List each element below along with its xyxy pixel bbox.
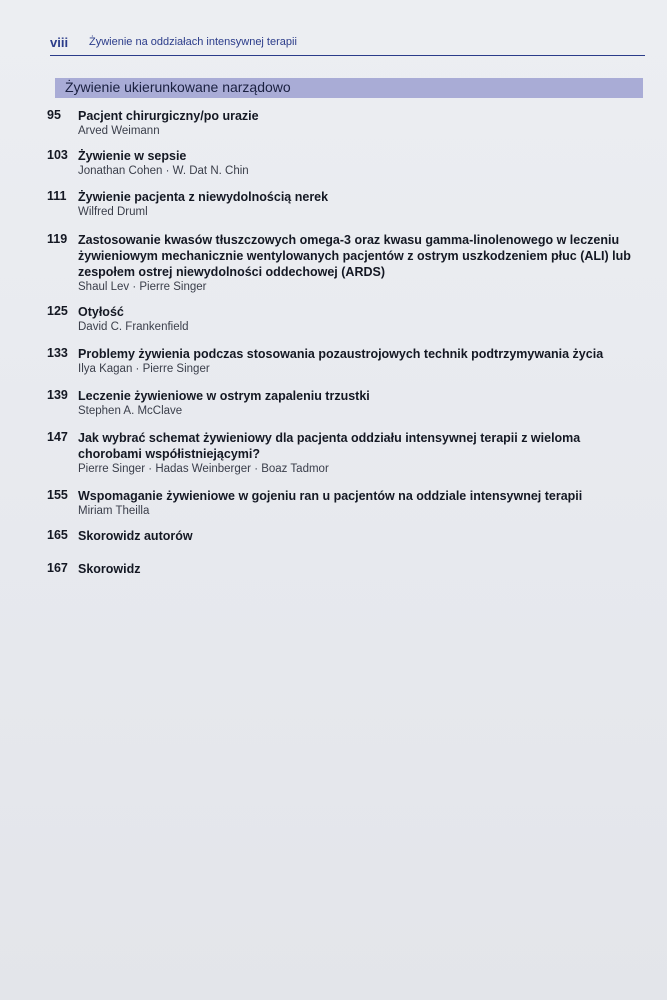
toc-entry-authors: Pierre Singer · Hadas Weinberger · Boaz Tadmor	[78, 463, 329, 475]
running-head	[50, 33, 645, 56]
running-head-title: Żywienie na oddziałach intensywnej terapii	[89, 36, 297, 48]
toc-page-number: 167	[47, 561, 68, 575]
toc-entry-authors: Stephen A. McClave	[78, 405, 183, 417]
toc-entry-authors: Ilya Kagan · Pierre Singer	[78, 363, 210, 375]
toc-page-number: 95	[47, 108, 61, 122]
toc-page-number: 111	[47, 189, 67, 203]
toc-entry-authors: David C. Frankenfield	[78, 321, 189, 333]
toc-entry-title: Pacjent chirurgiczny/po urazie	[78, 109, 259, 123]
toc-page-number: 165	[47, 528, 68, 542]
toc-entry-title: Zastosowanie kwasów tłuszczowych omega-3 oraz kwasu gamma-linolenowego w leczeniu żywieniowym mechanicznie wentylowanych pacjentów z ostrym uszkodzeniem płuc (ALI) lub zespołem ostrej niewydolności oddechowej (ARDS)	[78, 233, 631, 279]
page-folio: viii	[50, 35, 69, 50]
toc-entry-title: Żywienie w sepsie	[78, 149, 187, 163]
toc-entry-title: Jak wybrać schemat żywieniowy dla pacjenta oddziału intensywnej terapii z wieloma chorobami współistniejącymi?	[78, 431, 581, 461]
toc-page-number: 125	[47, 304, 68, 318]
toc-page-number: 103	[47, 148, 68, 162]
toc-page-number: 155	[47, 488, 68, 502]
section-title: Żywienie ukierunkowane narządowo	[65, 79, 291, 95]
toc-entry-title: Problemy żywienia podczas stosowania pozaustrojowych technik podtrzymywania życia	[78, 347, 604, 361]
toc-entry-authors: Wilfred Druml	[78, 206, 148, 218]
toc-entry-title: Leczenie żywieniowe w ostrym zapaleniu trzustki	[78, 389, 370, 403]
toc-entry-authors: Shaul Lev · Pierre Singer	[78, 281, 207, 293]
toc-entry-authors: Jonathan Cohen · W. Dat N. Chin	[78, 165, 249, 177]
toc-entry-title: Wspomaganie żywieniowe w gojeniu ran u pacjentów na oddziale intensywnej terapii	[78, 489, 583, 503]
toc-entry-title: Skorowidz	[78, 562, 141, 576]
toc-page-number: 119	[47, 232, 68, 246]
toc-entry-title: Żywienie pacjenta z niewydolnością nerek	[78, 190, 329, 204]
toc-entry-title: Otyłość	[78, 305, 124, 319]
toc-page-number: 139	[47, 388, 68, 402]
toc-entry-authors: Arved Weimann	[78, 125, 160, 137]
section-header	[55, 78, 643, 98]
toc-entry-title: Skorowidz autorów	[78, 529, 193, 543]
toc-entry-authors: Miriam Theilla	[78, 505, 150, 517]
toc-page-number: 133	[47, 346, 68, 360]
toc-page-number: 147	[47, 430, 68, 444]
